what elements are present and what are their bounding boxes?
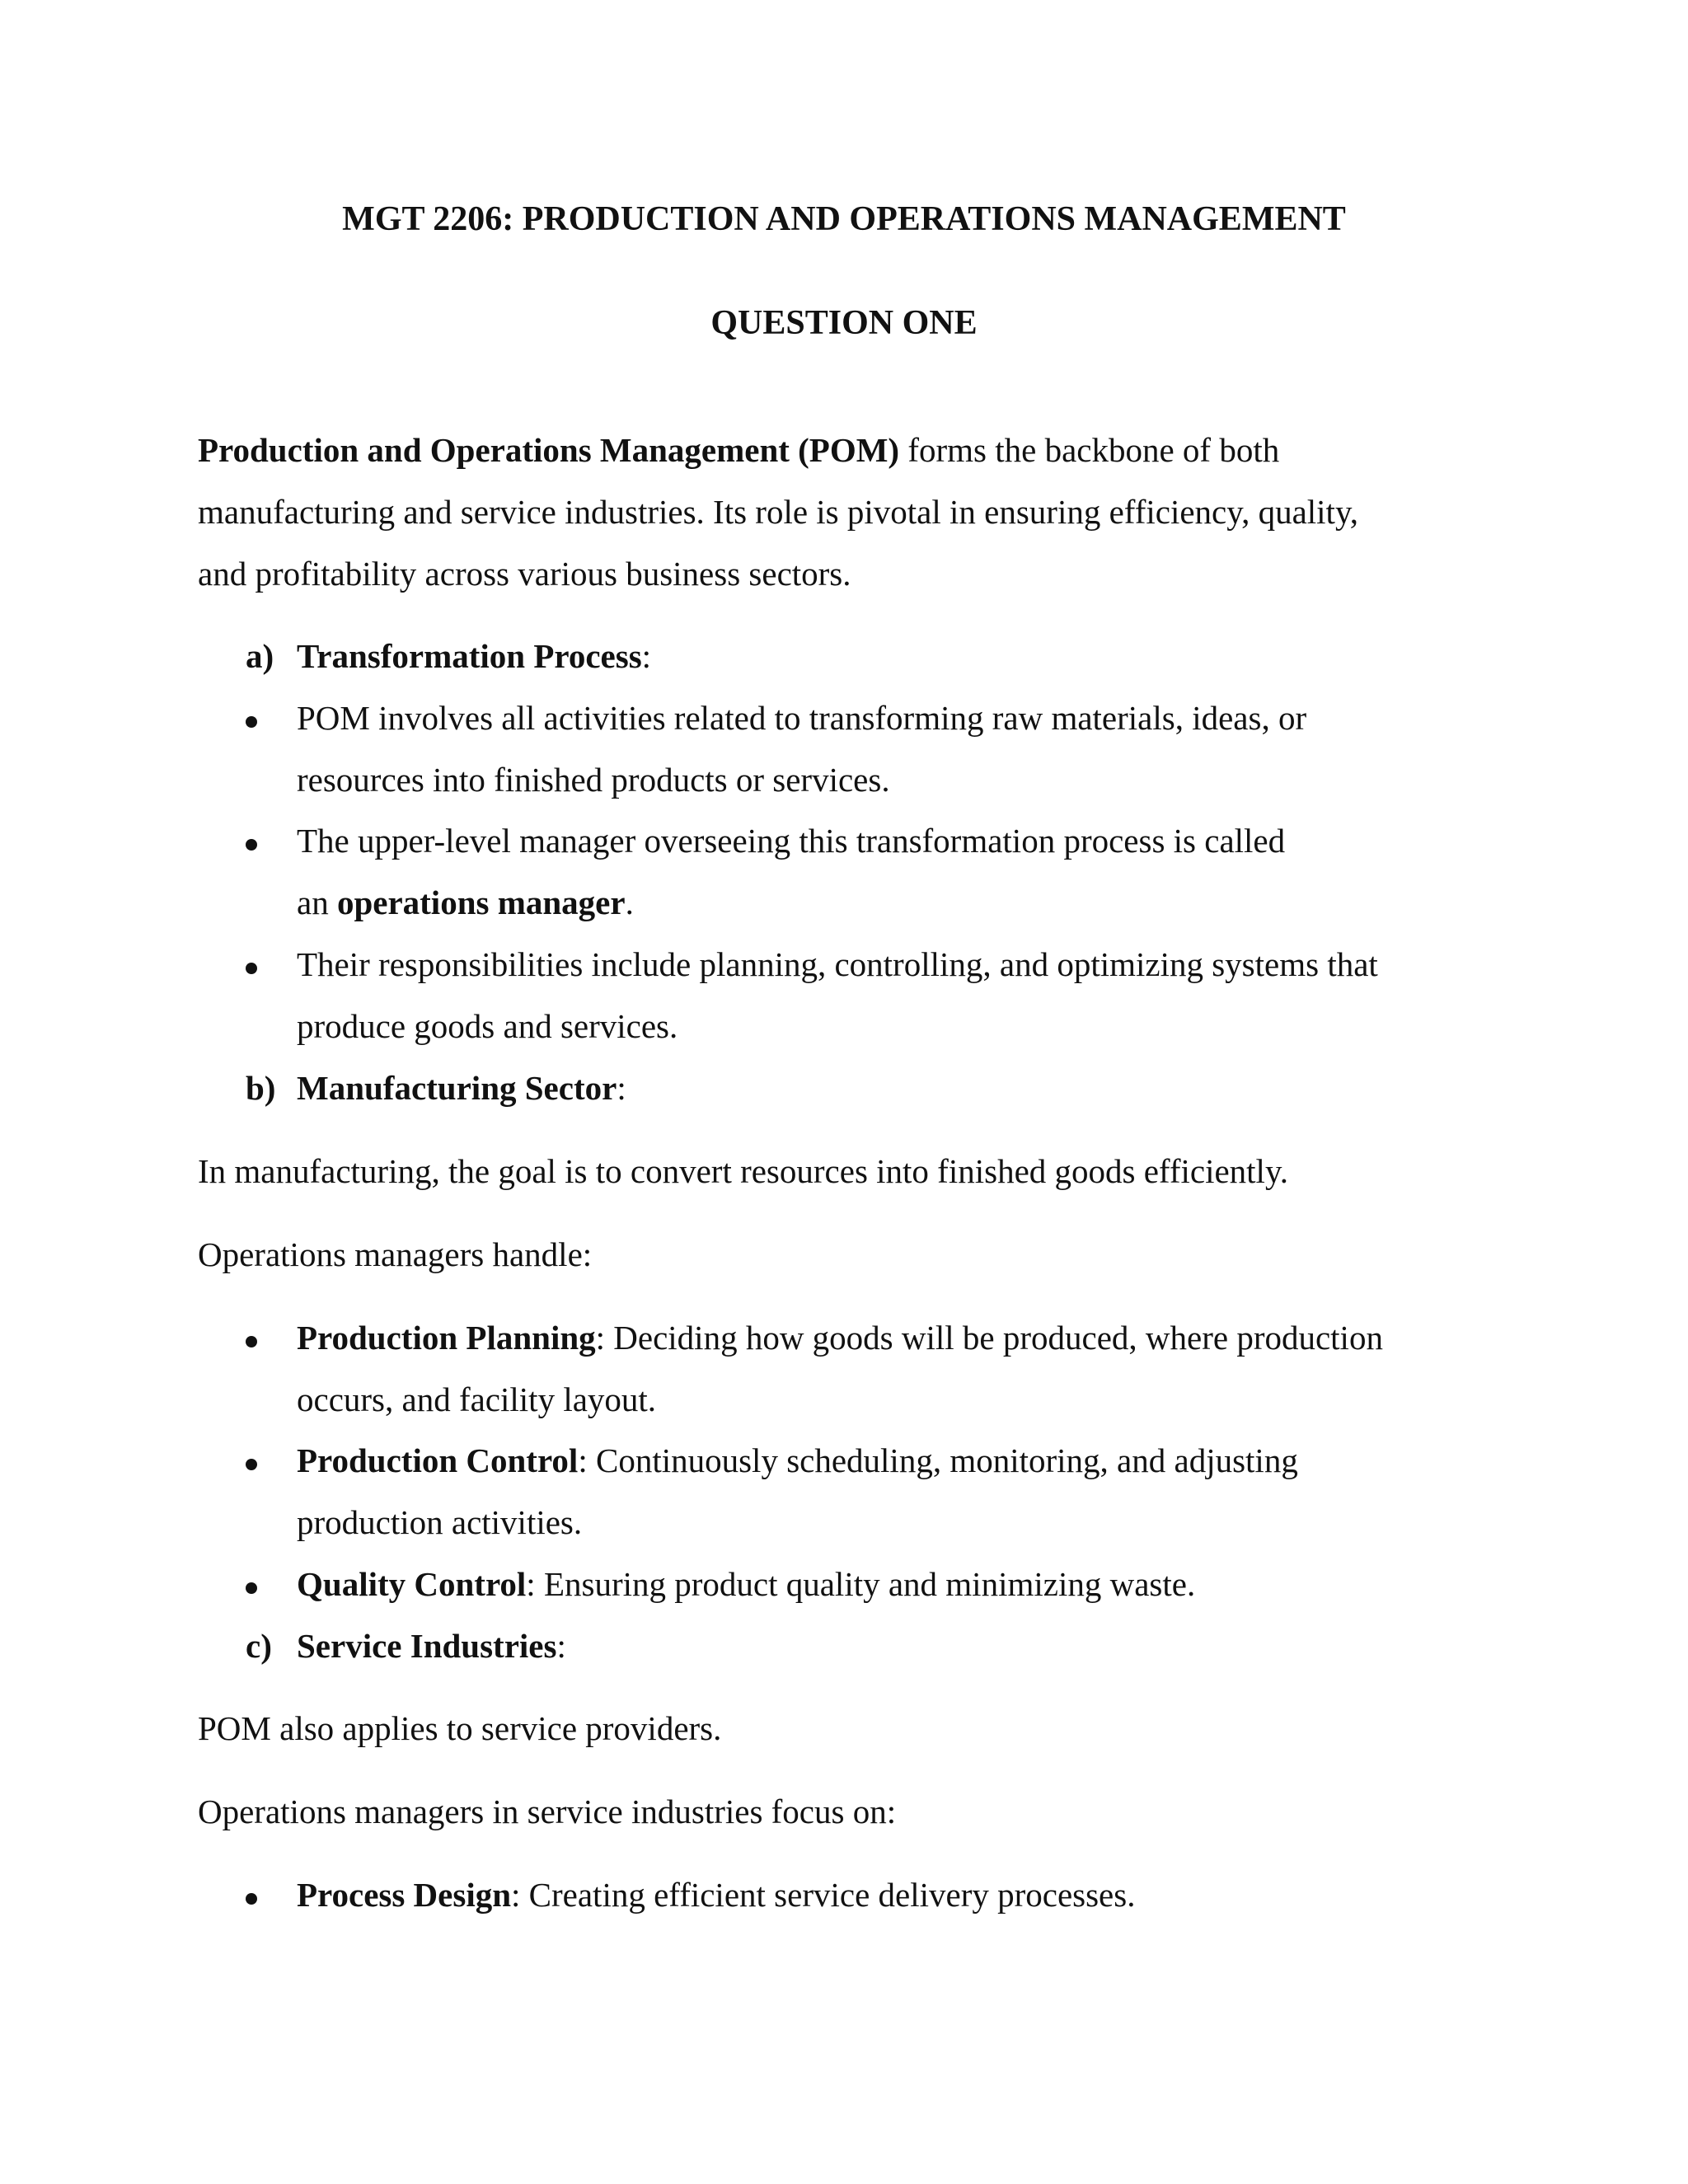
section-c-bullet-1-line-1 xyxy=(297,1872,1135,1918)
section-b-bullet-1-line-1 xyxy=(297,1315,1383,1361)
section-c-colon: : xyxy=(556,1627,566,1665)
section-a-bullet-1-line-2: resources into finished products or services. xyxy=(297,761,890,799)
section-b-bullet-1-line-2: occurs, and facility layout. xyxy=(297,1380,657,1418)
section-c-paragraph-1: POM also applies to service providers. xyxy=(198,1709,722,1747)
section-a-bullet-2-line-1: The upper-level manager overseeing this transformation process is called xyxy=(297,822,1286,860)
section-a-bullet-1-line-1: POM involves all activities related to transforming raw materials, ideas, or xyxy=(297,699,1307,737)
section-a-colon: : xyxy=(641,637,652,675)
section-a-heading-text: Transformation Process xyxy=(297,637,642,675)
section-b-bullet-1-text: : Deciding how goods will be produced, where production xyxy=(595,1319,1383,1357)
section-b-paragraph-1: In manufacturing, the goal is to convert resources into finished goods efficiently. xyxy=(198,1152,1289,1190)
section-a-bullet-3-line-1: Their responsibilities include planning, controlling, and optimizing systems that xyxy=(297,945,1378,983)
bullet-icon xyxy=(246,1893,257,1905)
bullet-icon xyxy=(246,1582,257,1594)
bullet-icon xyxy=(246,963,257,974)
section-b-colon: : xyxy=(617,1069,626,1107)
section-a-bullet-2-line-2 xyxy=(297,879,634,926)
section-b-marker: b) xyxy=(246,1069,276,1107)
intro-bold-term: Production and Operations Management (POM) xyxy=(198,431,900,469)
section-a-bullet-2-pre: an xyxy=(297,883,337,921)
section-c-heading-text: Service Industries xyxy=(297,1627,557,1665)
section-b-paragraph-2: Operations managers handle: xyxy=(198,1235,593,1273)
intro-line-3: and profitability across various business sectors. xyxy=(198,555,851,593)
bullet-icon xyxy=(246,716,257,728)
section-c-paragraph-2: Operations managers in service industries focus on: xyxy=(198,1793,897,1830)
section-c-heading xyxy=(297,1623,566,1669)
section-b-bullet-3-text: : Ensuring product quality and minimizing waste. xyxy=(526,1565,1196,1603)
section-b-heading-text: Manufacturing Sector xyxy=(297,1069,617,1107)
section-b-bullet-2-line-2: production activities. xyxy=(297,1503,583,1541)
section-a-bullet-3-line-2: produce goods and services. xyxy=(297,1007,678,1045)
section-b-bullet-2-line-1 xyxy=(297,1437,1298,1483)
section-b-bullet-2-bold: Production Control xyxy=(297,1441,579,1479)
bullet-icon xyxy=(246,1336,257,1347)
intro-line-1 xyxy=(198,427,1279,473)
section-c-marker: c) xyxy=(246,1627,272,1665)
section-c-bullet-1-bold: Process Design xyxy=(297,1876,512,1914)
intro-line-2: manufacturing and service industries. Its role is pivotal in ensuring efficiency, quality, xyxy=(198,493,1359,531)
question-heading: QUESTION ONE xyxy=(710,304,978,342)
intro-line-1-text: forms the backbone of both xyxy=(899,431,1280,469)
document-title: MGT 2206: PRODUCTION AND OPERATIONS MANAGEMENT xyxy=(342,200,1346,238)
section-a-bullet-2-post: . xyxy=(625,883,634,921)
bullet-icon xyxy=(246,839,257,851)
section-b-bullet-2-text: : Continuously scheduling, monitoring, and adjusting xyxy=(578,1441,1298,1479)
section-a-marker: a) xyxy=(246,637,274,675)
section-b-bullet-3-bold: Quality Control xyxy=(297,1565,527,1603)
section-c-bullet-1-text: : Creating efficient service delivery processes. xyxy=(511,1876,1136,1914)
section-b-bullet-3-line-1 xyxy=(297,1561,1195,1607)
section-a-heading xyxy=(297,633,651,679)
section-b-bullet-1-bold: Production Planning xyxy=(297,1319,596,1357)
section-a-bullet-2-bold: operations manager xyxy=(336,883,626,921)
section-b-heading xyxy=(297,1065,626,1111)
bullet-icon xyxy=(246,1459,257,1470)
